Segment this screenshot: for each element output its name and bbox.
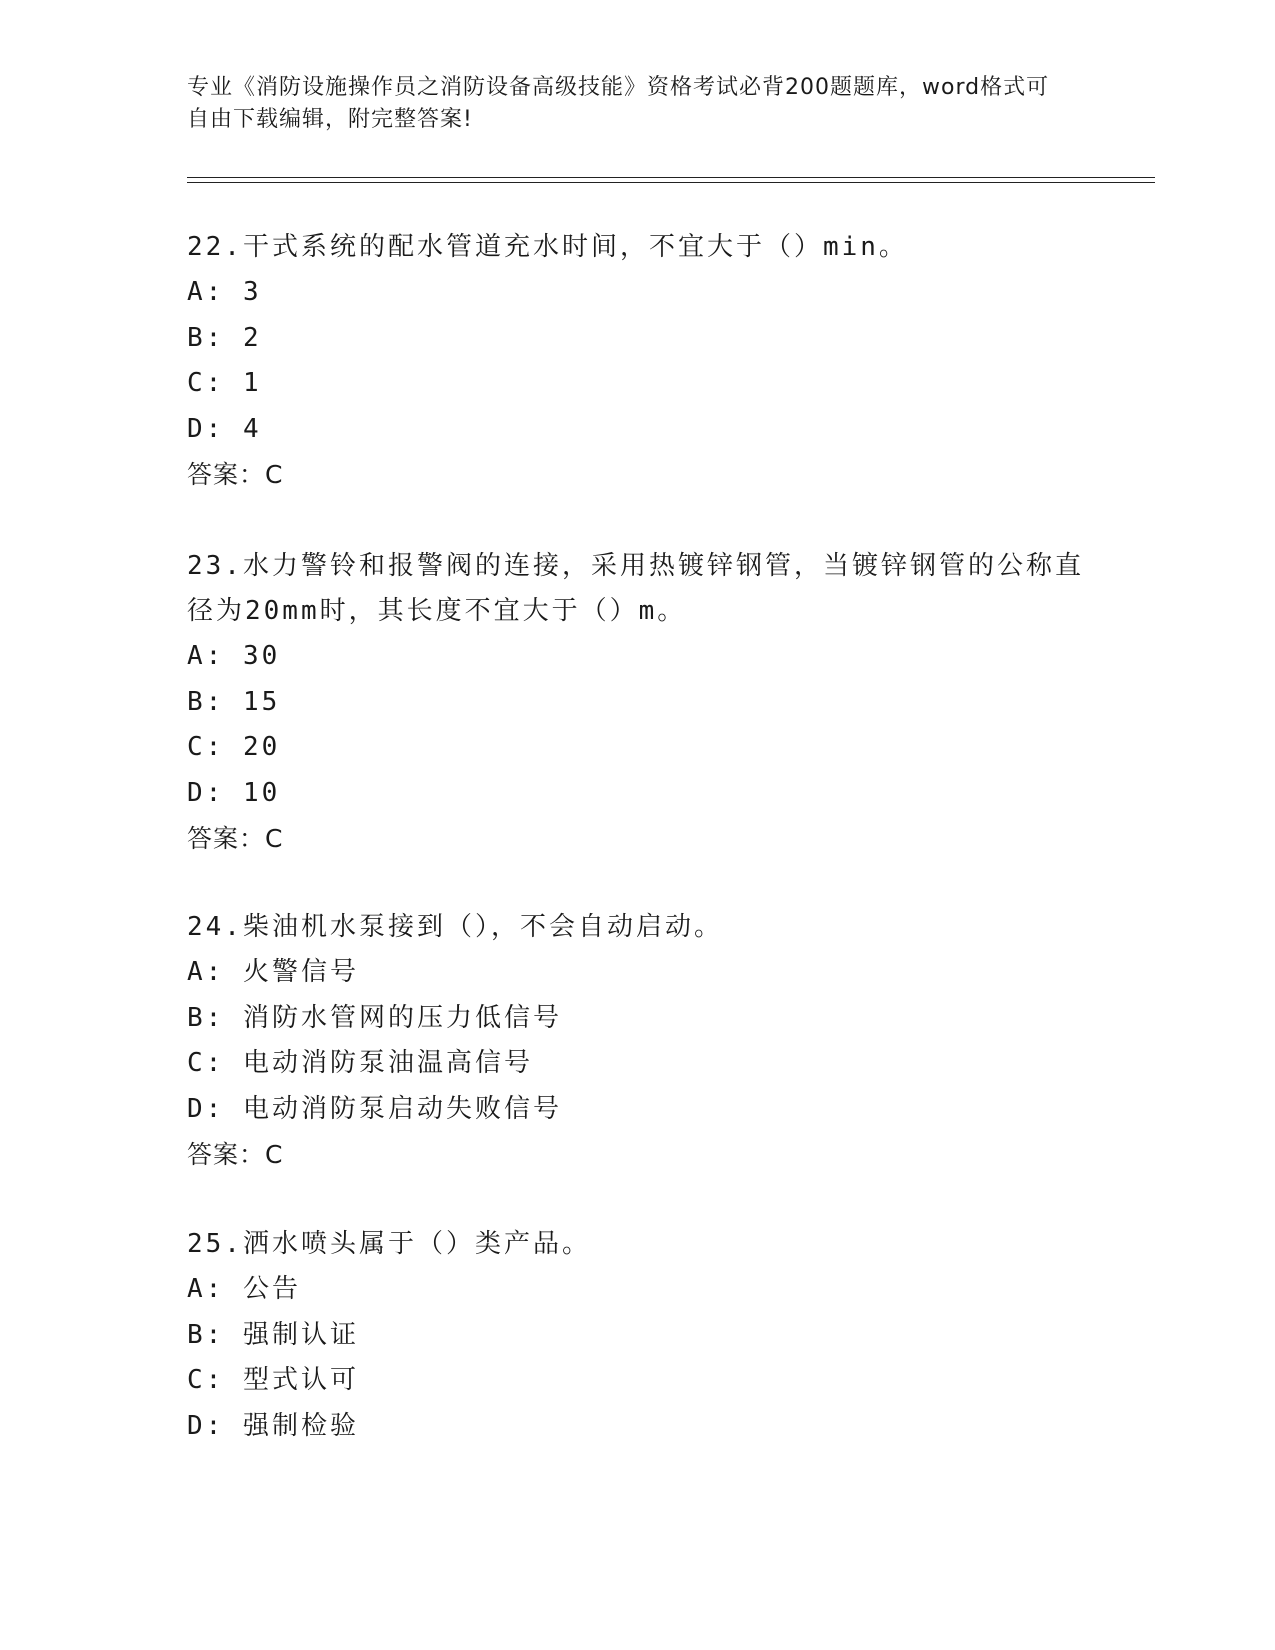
question-24 — [187, 905, 1087, 1178]
option-b: B: 2 — [187, 322, 262, 353]
question-23 — [187, 544, 1087, 862]
question-title: 25.洒水喷头属于（）类产品。 — [187, 1229, 591, 1259]
question-title: 24.柴油机水泵接到（），不会自动启动。 — [187, 912, 723, 942]
option-b: B: 消防水管网的压力低信号 — [187, 1002, 562, 1033]
option-a: A: 30 — [187, 641, 281, 671]
option-c: C: 1 — [187, 368, 262, 398]
option-c: C: 型式认可 — [187, 1365, 359, 1395]
option-c: C: 20 — [187, 732, 281, 762]
option-d: D: 电动消防泵启动失败信号 — [187, 1093, 562, 1124]
option-c: C: 电动消防泵油温高信号 — [187, 1048, 533, 1078]
option-d: D: 4 — [187, 413, 262, 444]
answer: 答案：C — [187, 460, 284, 489]
answer: 答案：C — [187, 1140, 284, 1169]
option-d: D: 10 — [187, 777, 281, 808]
answer: 答案：C — [187, 824, 284, 853]
header-divider-bottom — [187, 182, 1155, 183]
option-a: A: 3 — [187, 277, 262, 307]
option-a: A: 火警信号 — [187, 957, 359, 987]
option-b: B: 强制认证 — [187, 1319, 359, 1350]
option-b: B: 15 — [187, 686, 281, 717]
question-title: 23.水力警铃和报警阀的连接，采用热镀锌钢管，当镀锌钢管的公称直径为20mm时，其长度不宜大于（）m。 — [187, 551, 1084, 626]
question-25 — [187, 1222, 1087, 1449]
option-a: A: 公告 — [187, 1274, 301, 1304]
option-d: D: 强制检验 — [187, 1410, 359, 1441]
document-header: 专业《消防设施操作员之消防设备高级技能》资格考试必背200题题库，word格式可自由下载编辑，附完整答案! — [187, 75, 1050, 132]
question-22 — [187, 225, 1087, 498]
question-title: 22.干式系统的配水管道充水时间，不宜大于（）min。 — [187, 232, 908, 262]
header-divider-top — [187, 177, 1155, 178]
